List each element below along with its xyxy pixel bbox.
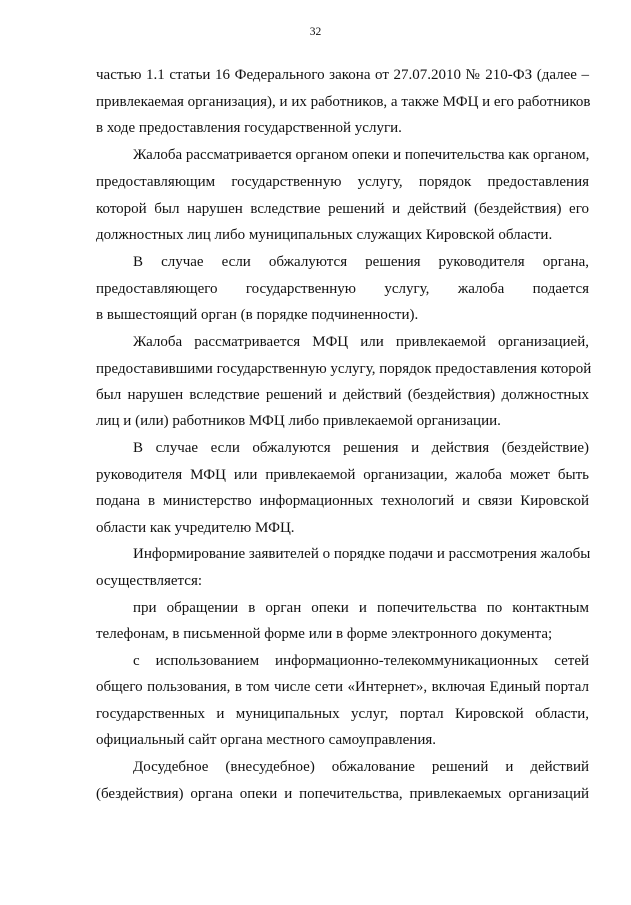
text-line: Информирование заявителей о порядке подачи и рассмотрения жалобы (133, 546, 591, 562)
text-line: руководителя МФЦ или привлекаемой организации, жалоба может быть (96, 467, 589, 483)
text-line: был нарушен вследствие решений и действий (бездействия) должностных (96, 387, 589, 403)
text-line: официальный сайт органа местного самоуправления. (96, 732, 437, 748)
text-line: при обращении в орган опеки и попечительства по контактным (133, 600, 589, 616)
text-line: которой был нарушен вследствие решений и действий (бездействия) его (96, 201, 589, 217)
text-line: в ходе предоставления государственной услуги. (96, 120, 402, 136)
text-line: с использованием информационно-телекоммуникационных сетей (133, 653, 589, 669)
text-line: подана в министерство информационных технологий и связи Кировской (96, 493, 589, 509)
text-line: (бездействия) органа опеки и попечительства, привлекаемых организаций (96, 786, 589, 802)
text-line: общего пользования, в том числе сети «Интернет», включая Единый портал (96, 679, 589, 695)
text-line: предоставляющим государственную услугу, порядок предоставления (96, 174, 589, 190)
text-line: привлекаемая организация), и их работников, а также МФЦ и его работников (96, 94, 591, 110)
text-line: области как учредителю МФЦ. (96, 520, 295, 536)
text-line: частью 1.1 статьи 16 Федерального закона от 27.07.2010 № 210-ФЗ (далее – (96, 67, 589, 83)
text-line: Досудебное (внесудебное) обжалование решений и действий (133, 759, 589, 775)
text-line: лиц и (или) работников МФЦ либо привлекаемой организации. (96, 413, 501, 429)
text-line: Жалоба рассматривается МФЦ или привлекаемой организацией, (133, 334, 589, 350)
text-line: государственных и муниципальных услуг, портал Кировской области, (96, 706, 589, 722)
text-line: осуществляется: (96, 573, 203, 589)
text-line: в вышестоящий орган (в порядке подчиненности). (96, 307, 419, 323)
text-line: предоставившими государственную услугу, порядок предоставления которой (96, 361, 592, 377)
text-line: предоставляющего государственную услугу, жалоба подается (96, 281, 589, 297)
page-number: 32 (309, 26, 322, 38)
text-line: Жалоба рассматривается органом опеки и попечительства как органом, (133, 147, 590, 163)
text-line: В случае если обжалуются решения и действия (бездействие) (133, 440, 589, 456)
text-line: должностных лиц либо муниципальных служащих Кировской области. (96, 227, 553, 243)
text-line: телефонам, в письменной форме или в форме электронного документа; (96, 626, 553, 642)
text-line: В случае если обжалуются решения руководителя органа, (133, 254, 589, 270)
